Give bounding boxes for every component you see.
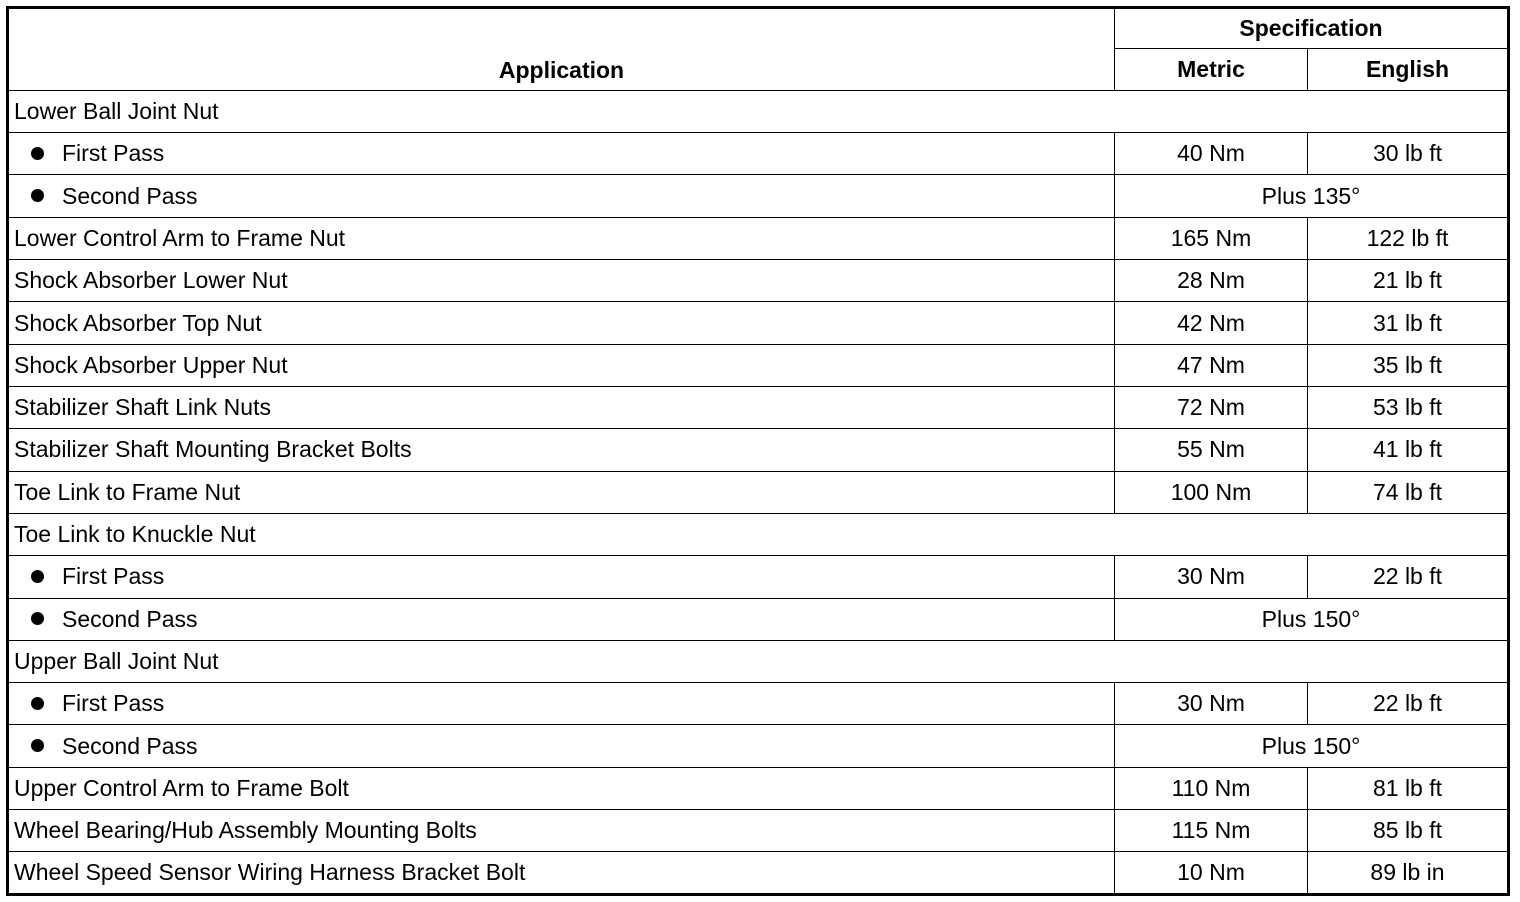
table-row [8,640,1509,682]
application-label: Stabilizer Shaft Mounting Bracket Bolts [8,429,1115,471]
english-value: 81 lb ft [1308,767,1509,809]
english-value: 41 lb ft [1308,429,1509,471]
table-row [8,556,1509,598]
english-value: 35 lb ft [1308,344,1509,386]
english-value: 89 lb in [1308,852,1509,895]
english-value: 22 lb ft [1308,683,1509,725]
angle-value: Plus 150° [1115,598,1509,640]
application-label: Wheel Bearing/Hub Assembly Mounting Bolts [8,810,1115,852]
table-row [8,217,1509,259]
english-value: 85 lb ft [1308,810,1509,852]
table-row [8,260,1509,302]
header-row-top [8,8,1509,49]
metric-value: 100 Nm [1115,471,1308,513]
bullet-icon [31,147,44,160]
english-value: 21 lb ft [1308,260,1509,302]
table-row [8,90,1509,132]
table-row [8,133,1509,175]
table-row [8,513,1509,555]
bullet-icon [31,697,44,710]
table-row [8,598,1509,640]
bullet-icon [31,570,44,583]
table-row [8,683,1509,725]
sub-item [8,133,1115,175]
specification-header: Specification [1115,8,1509,49]
english-header: English [1308,49,1509,90]
table-row [8,386,1509,428]
english-value: 53 lb ft [1308,386,1509,428]
table-row [8,175,1509,217]
sub-item [8,683,1115,725]
metric-value: 40 Nm [1115,133,1308,175]
table-row [8,471,1509,513]
sub-item [8,725,1115,767]
group-label: Upper Ball Joint Nut [8,640,1509,682]
english-value: 30 lb ft [1308,133,1509,175]
bullet-icon [31,612,44,625]
sub-item-label: First Pass [62,690,165,717]
table-row [8,302,1509,344]
table-row [8,810,1509,852]
metric-header: Metric [1115,49,1308,90]
application-label: Upper Control Arm to Frame Bolt [8,767,1115,809]
bullet-icon [31,189,44,202]
group-label: Lower Ball Joint Nut [8,90,1509,132]
torque-spec-table [6,6,1510,896]
metric-value: 47 Nm [1115,344,1308,386]
metric-value: 55 Nm [1115,429,1308,471]
metric-value: 165 Nm [1115,217,1308,259]
sub-item [8,175,1115,217]
application-label: Stabilizer Shaft Link Nuts [8,386,1115,428]
sub-item-label: Second Pass [62,182,198,209]
english-value: 31 lb ft [1308,302,1509,344]
metric-value: 115 Nm [1115,810,1308,852]
sub-item-label: First Pass [62,140,165,167]
table-row [8,852,1509,895]
metric-value: 28 Nm [1115,260,1308,302]
angle-value: Plus 150° [1115,725,1509,767]
sub-item-label: Second Pass [62,732,198,759]
application-label: Shock Absorber Lower Nut [8,260,1115,302]
english-value: 74 lb ft [1308,471,1509,513]
english-value: 22 lb ft [1308,556,1509,598]
angle-value: Plus 135° [1115,175,1509,217]
metric-value: 72 Nm [1115,386,1308,428]
application-header: Application [8,8,1115,91]
table-row [8,344,1509,386]
table-row [8,429,1509,471]
sub-item-label: Second Pass [62,605,198,632]
table-row [8,725,1509,767]
metric-value: 30 Nm [1115,556,1308,598]
sub-item [8,556,1115,598]
application-label: Toe Link to Frame Nut [8,471,1115,513]
group-label: Toe Link to Knuckle Nut [8,513,1509,555]
bullet-icon [31,739,44,752]
table-row [8,767,1509,809]
sub-item [8,598,1115,640]
english-value: 122 lb ft [1308,217,1509,259]
metric-value: 42 Nm [1115,302,1308,344]
application-label: Shock Absorber Top Nut [8,302,1115,344]
application-label: Shock Absorber Upper Nut [8,344,1115,386]
application-label: Wheel Speed Sensor Wiring Harness Bracket Bolt [8,852,1115,895]
sub-item-label: First Pass [62,563,165,590]
metric-value: 10 Nm [1115,852,1308,895]
application-label: Lower Control Arm to Frame Nut [8,217,1115,259]
metric-value: 110 Nm [1115,767,1308,809]
metric-value: 30 Nm [1115,683,1308,725]
